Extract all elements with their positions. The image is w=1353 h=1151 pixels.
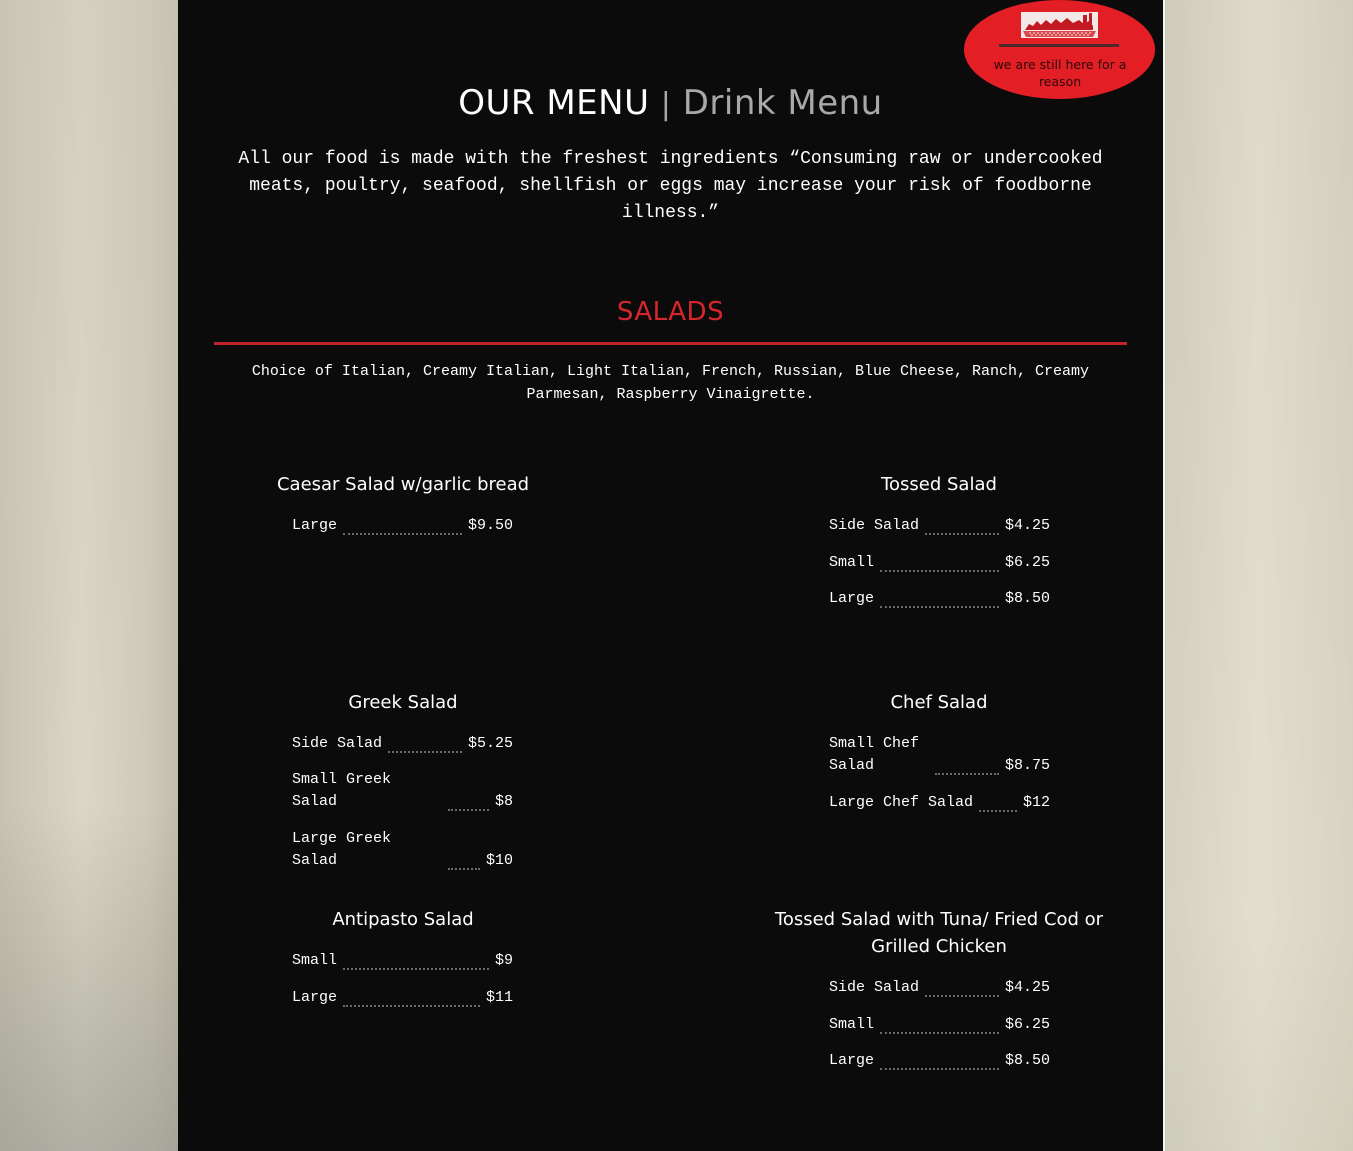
price-row bbox=[292, 950, 513, 972]
price-value: $12 bbox=[1022, 794, 1050, 811]
price-label: Side Salad bbox=[829, 517, 920, 534]
price-label: Large bbox=[829, 1052, 875, 1069]
price-value: $6.25 bbox=[1004, 554, 1050, 571]
price-list bbox=[829, 977, 1050, 1072]
price-label: Large bbox=[829, 590, 875, 607]
page-background-right bbox=[1166, 0, 1353, 1151]
menu-item-name: Greek Salad bbox=[348, 692, 458, 713]
price-value: $8.75 bbox=[1004, 757, 1050, 774]
price-row bbox=[829, 733, 1050, 777]
section-title: SALADS bbox=[616, 297, 725, 327]
price-label: Small bbox=[829, 554, 875, 571]
menu-panel bbox=[178, 0, 1165, 1151]
price-list bbox=[829, 515, 1050, 610]
price-value: $8.50 bbox=[1004, 590, 1050, 607]
price-row bbox=[829, 552, 1050, 574]
title-main: OUR MENU bbox=[458, 83, 650, 123]
price-label: Small Chef Salad bbox=[829, 735, 920, 774]
intro-notice: All our food is made with the freshest ingredients “Consuming raw or undercooked meats, poultry, seafood, shellfish or eggs may increase your risk of foodborne illness.” bbox=[238, 149, 1103, 223]
price-leader bbox=[880, 566, 999, 572]
price-leader bbox=[343, 1001, 480, 1007]
price-row bbox=[829, 977, 1050, 999]
price-row bbox=[829, 792, 1050, 814]
price-value: $4.25 bbox=[1004, 517, 1050, 534]
title-separator: | bbox=[660, 87, 672, 122]
price-label: Side Salad bbox=[292, 735, 383, 752]
menu-item bbox=[213, 689, 593, 869]
price-leader bbox=[935, 769, 999, 775]
price-label: Small Greek Salad bbox=[292, 771, 392, 810]
price-list bbox=[292, 515, 513, 537]
menu-item bbox=[749, 906, 1129, 1069]
price-leader bbox=[880, 1064, 999, 1070]
price-leader bbox=[925, 991, 999, 997]
price-value: $9 bbox=[494, 952, 513, 969]
price-list bbox=[292, 733, 513, 872]
menu-item-name: Tossed Salad with Tuna/ Fried Cod or Grilled Chicken bbox=[774, 909, 1104, 957]
menu-item bbox=[213, 906, 593, 1006]
price-label: Large Chef Salad bbox=[829, 794, 974, 811]
dressing-options: Choice of Italian, Creamy Italian, Light Italian, French, Russian, Blue Cheese, Ranch, Creamy Parmesan, Raspberry Vinaigrette. bbox=[251, 363, 1090, 403]
price-leader bbox=[880, 1028, 999, 1034]
price-value: $10 bbox=[485, 852, 513, 869]
price-leader bbox=[388, 747, 462, 753]
price-row bbox=[829, 588, 1050, 610]
price-label: Large bbox=[292, 517, 338, 534]
price-row bbox=[829, 515, 1050, 537]
price-row bbox=[829, 1050, 1050, 1072]
price-leader bbox=[880, 602, 999, 608]
price-row bbox=[829, 1014, 1050, 1036]
menu-item bbox=[213, 471, 593, 534]
price-label: Large Greek Salad bbox=[292, 830, 392, 869]
price-value: $11 bbox=[485, 989, 513, 1006]
price-label: Side Salad bbox=[829, 979, 920, 996]
price-value: $5.25 bbox=[467, 735, 513, 752]
price-row bbox=[292, 828, 513, 872]
section-divider bbox=[214, 342, 1127, 345]
price-row bbox=[292, 733, 513, 755]
price-leader bbox=[448, 864, 480, 870]
menu-item-name: Tossed Salad bbox=[881, 474, 997, 495]
price-row bbox=[292, 515, 513, 537]
page-background-left bbox=[0, 0, 178, 1151]
menu-item bbox=[749, 689, 1129, 811]
price-value: $6.25 bbox=[1004, 1016, 1050, 1033]
price-leader bbox=[925, 529, 999, 535]
menu-item bbox=[749, 471, 1129, 607]
price-leader bbox=[979, 806, 1017, 812]
price-label: Large bbox=[292, 989, 338, 1006]
price-value: $8.50 bbox=[1004, 1052, 1050, 1069]
price-row bbox=[292, 769, 513, 813]
badge-tagline: we are still here for a reason bbox=[993, 57, 1127, 89]
price-leader bbox=[448, 805, 489, 811]
menu-item-name: Antipasto Salad bbox=[332, 909, 474, 930]
badge-divider bbox=[999, 44, 1119, 47]
price-leader bbox=[343, 964, 489, 970]
price-leader bbox=[343, 529, 462, 535]
price-row bbox=[292, 987, 513, 1009]
price-value: $4.25 bbox=[1004, 979, 1050, 996]
price-value: $9.50 bbox=[467, 517, 513, 534]
restaurant-logo-icon bbox=[1021, 12, 1098, 38]
menu-item-name: Caesar Salad w/garlic bread bbox=[276, 474, 530, 495]
page-title bbox=[178, 80, 1163, 128]
price-list bbox=[292, 950, 513, 1009]
price-label: Small bbox=[292, 952, 338, 969]
price-list bbox=[829, 733, 1050, 814]
drink-menu-link[interactable]: Drink Menu bbox=[682, 83, 883, 123]
price-value: $8 bbox=[494, 793, 513, 810]
menu-item-name: Chef Salad bbox=[890, 692, 988, 713]
price-label: Small bbox=[829, 1016, 875, 1033]
